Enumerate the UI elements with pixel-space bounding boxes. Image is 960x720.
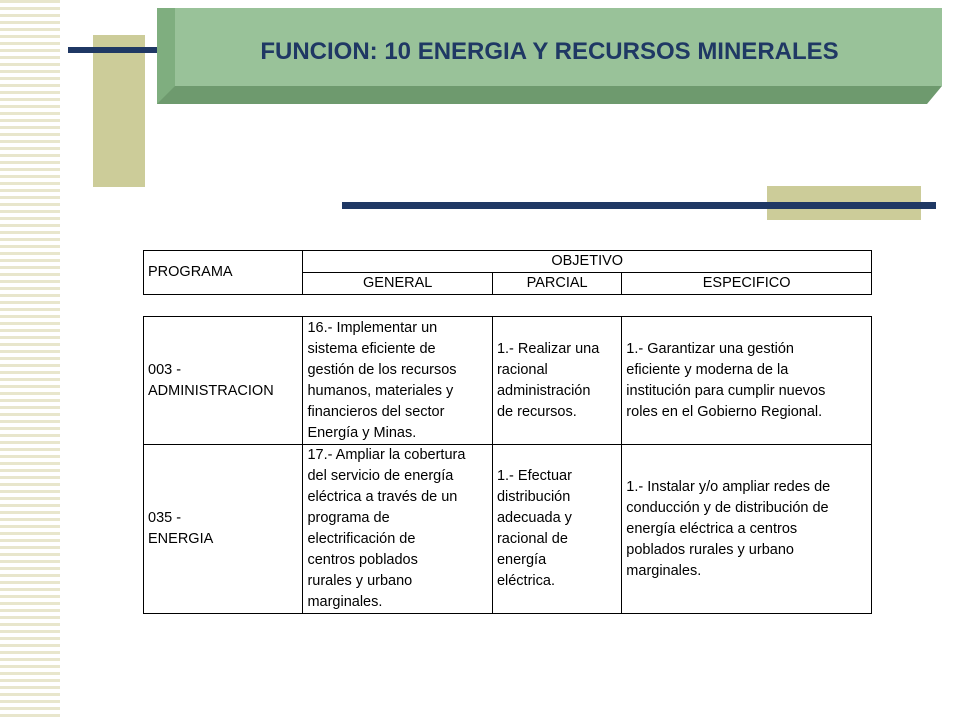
cell-line: 1.- Efectuar [496,468,572,484]
cell-line: ADMINISTRACION [148,382,274,399]
cell-line: electrificación de [307,531,416,547]
header-parcial: PARCIAL [492,273,621,295]
cell-line: conducción y de distribución de [626,499,829,516]
cell-line: racional [496,361,548,378]
cell-parcial [492,317,621,445]
cell-line: energía [496,552,547,568]
page-title: FUNCION: 10 ENERGIA Y RECURSOS MINERALES [260,38,839,65]
header-objetivo: OBJETIVO [303,251,872,273]
cell-line: 1.- Realizar una [496,340,600,357]
cell-line: rurales y urbano [307,573,413,589]
cell-line: eficiente y moderna de la [626,361,789,378]
cell-line: institución para cumplir nuevos [626,382,826,399]
cell-programa [144,317,303,445]
cell-line: financieros del sector [307,403,445,420]
cell-line: 16.- Implementar un [307,319,438,336]
cell-programa [144,445,303,614]
cell-line: marginales. [626,562,702,579]
header-table [143,250,872,295]
olive-vertical-block [93,35,145,187]
title-banner [157,8,942,104]
cell-line: administración [496,382,591,399]
header-especifico: ESPECIFICO [622,273,872,295]
cell-line: eléctrica. [496,573,555,589]
cell-especifico [622,317,872,445]
cell-line: 1.- Instalar y/o ampliar redes de [626,478,831,495]
cell-line: del servicio de energía [307,468,454,484]
navy-accent-bar [68,47,163,53]
cell-especifico [622,445,872,614]
programs-table [143,316,872,614]
cell-line: adecuada y [496,510,572,526]
table-row [144,445,872,614]
cell-line: 035 - [148,510,182,526]
navy-horizontal-line [342,202,936,209]
cell-line: centros poblados [307,552,418,568]
header-general: GENERAL [303,273,493,295]
cell-general [303,445,493,614]
cell-line: 003 - [148,361,182,378]
cell-parcial [492,445,621,614]
cell-line: de recursos. [496,403,577,420]
cell-line: eléctrica a través de un [307,489,458,505]
side-stripes-decoration [0,0,68,720]
table-row [144,317,872,445]
cell-line: 17.- Ampliar la cobertura [307,447,466,463]
cell-general [303,317,493,445]
cell-line: roles en el Gobierno Regional. [626,403,823,420]
cell-line: distribución [496,489,571,505]
cell-line: racional de [496,531,568,547]
cell-line: energía eléctrica a centros [626,520,798,537]
cell-line: ENERGIA [148,531,214,547]
cell-line: poblados rurales y urbano [626,541,794,558]
cell-line: Energía y Minas. [307,424,417,441]
cell-line: humanos, materiales y [307,382,454,399]
cell-line: programa de [307,510,390,526]
cell-line: 1.- Garantizar una gestión [626,340,794,357]
cell-line: gestión de los recursos [307,361,457,378]
header-programa: PROGRAMA [144,251,303,295]
cell-line: marginales. [307,594,383,610]
cell-line: sistema eficiente de [307,340,436,357]
